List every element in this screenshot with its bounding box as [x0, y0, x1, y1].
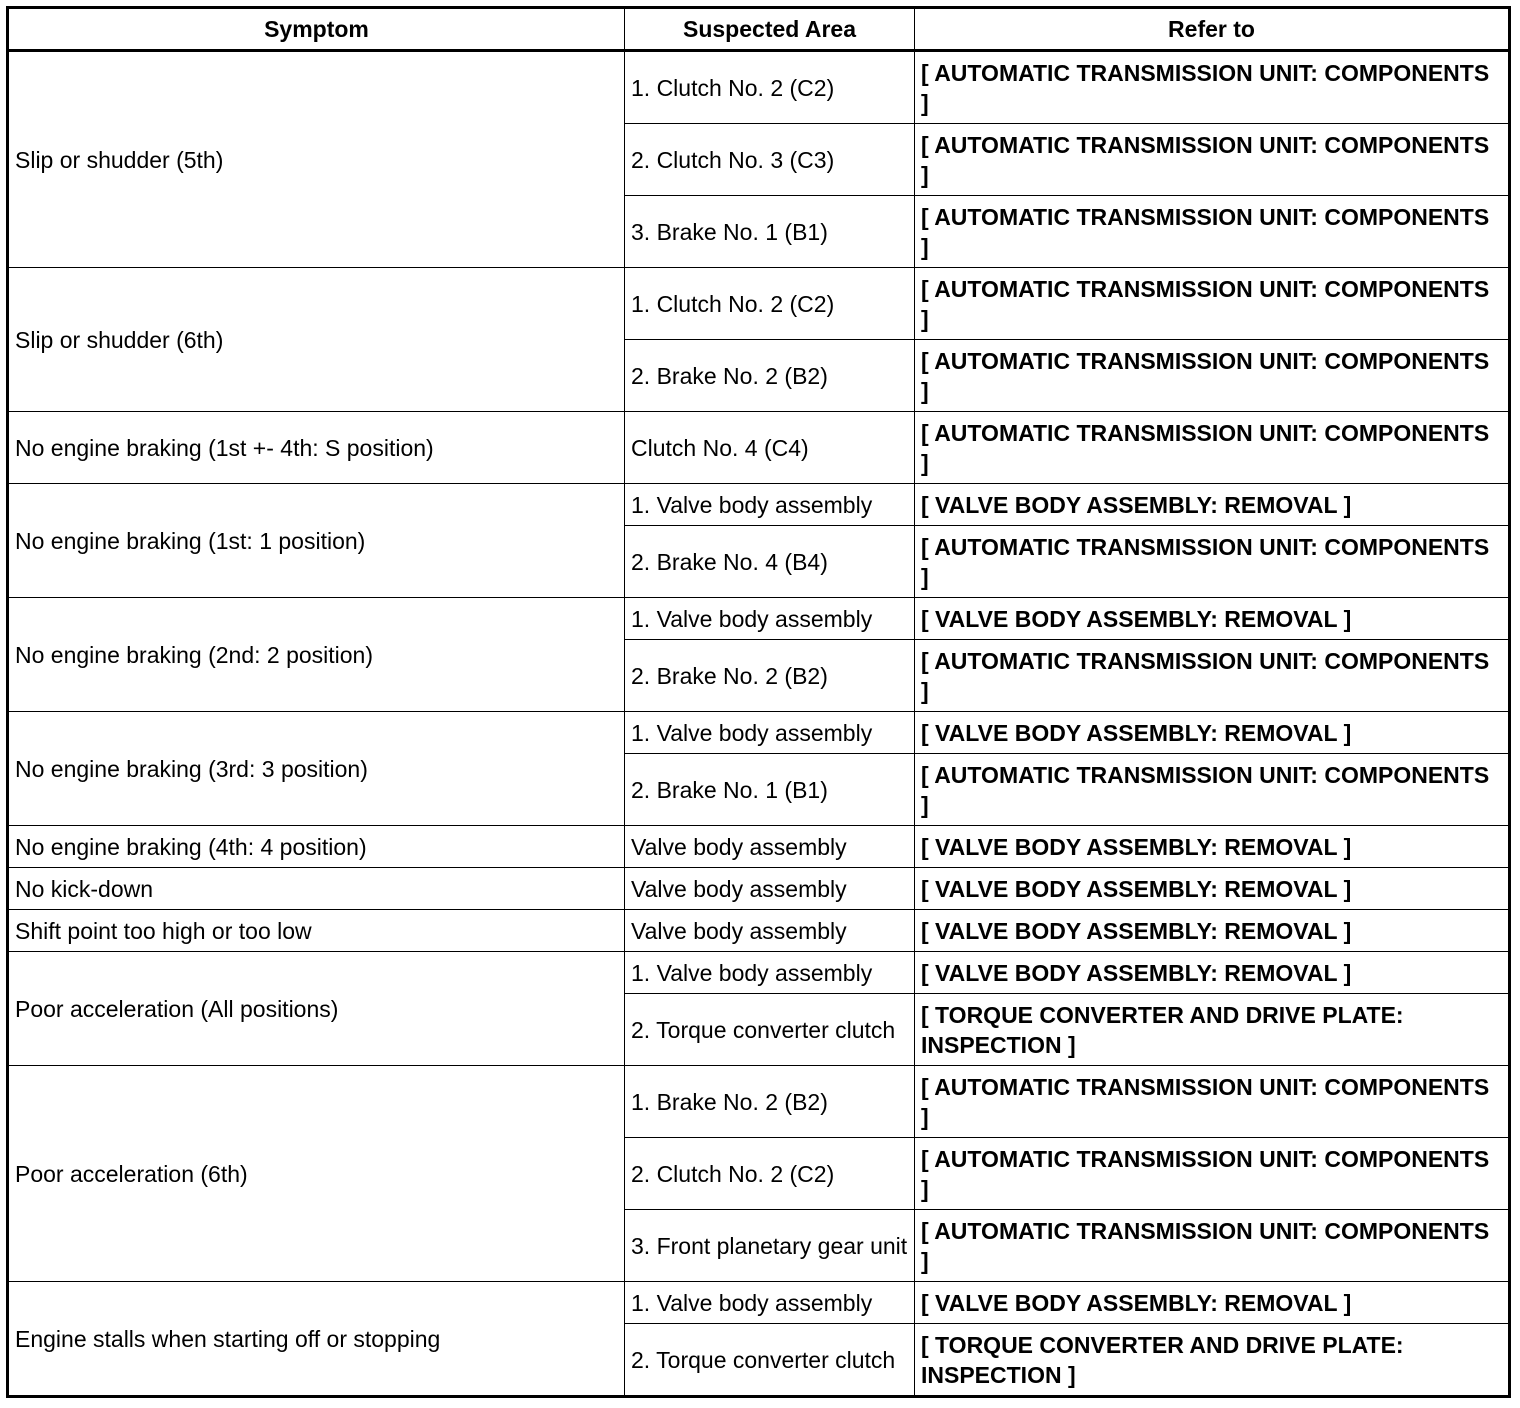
troubleshooting-table: [6, 6, 1511, 1398]
header-refer-to: Refer to: [915, 8, 1510, 51]
suspected-area-cell: 2. Torque converter clutch: [625, 1324, 915, 1397]
suspected-area-cell: 2. Brake No. 2 (B2): [625, 640, 915, 712]
refer-to-cell: [ VALVE BODY ASSEMBLY: REMOVAL ]: [915, 484, 1510, 526]
symptom-cell: Slip or shudder (5th): [8, 51, 625, 268]
table-row: [8, 484, 1510, 526]
suspected-area-cell: 2. Torque converter clutch: [625, 994, 915, 1066]
table-row: [8, 712, 1510, 754]
refer-to-cell: [ TORQUE CONVERTER AND DRIVE PLATE: INSPECTION ]: [915, 1324, 1510, 1397]
symptom-cell: No engine braking (3rd: 3 position): [8, 712, 625, 826]
refer-to-cell: [ AUTOMATIC TRANSMISSION UNIT: COMPONENTS ]: [915, 268, 1510, 340]
suspected-area-cell: 2. Clutch No. 3 (C3): [625, 124, 915, 196]
header-suspected-area: Suspected Area: [625, 8, 915, 51]
suspected-area-cell: 1. Valve body assembly: [625, 712, 915, 754]
suspected-area-cell: 2. Clutch No. 2 (C2): [625, 1138, 915, 1210]
refer-to-cell: [ VALVE BODY ASSEMBLY: REMOVAL ]: [915, 712, 1510, 754]
refer-to-cell: [ AUTOMATIC TRANSMISSION UNIT: COMPONENTS ]: [915, 640, 1510, 712]
refer-to-cell: [ TORQUE CONVERTER AND DRIVE PLATE: INSPECTION ]: [915, 994, 1510, 1066]
refer-to-cell: [ AUTOMATIC TRANSMISSION UNIT: COMPONENTS ]: [915, 526, 1510, 598]
symptom-cell: Poor acceleration (All positions): [8, 952, 625, 1066]
table-row: [8, 910, 1510, 952]
refer-to-cell: [ AUTOMATIC TRANSMISSION UNIT: COMPONENTS ]: [915, 1066, 1510, 1138]
symptom-cell: No engine braking (1st +- 4th: S position): [8, 412, 625, 484]
refer-to-cell: [ VALVE BODY ASSEMBLY: REMOVAL ]: [915, 868, 1510, 910]
symptom-cell: No engine braking (1st: 1 position): [8, 484, 625, 598]
suspected-area-cell: 1. Valve body assembly: [625, 1282, 915, 1324]
table-row: [8, 1282, 1510, 1324]
symptom-cell: Shift point too high or too low: [8, 910, 625, 952]
symptom-cell: Slip or shudder (6th): [8, 268, 625, 412]
table-row: [8, 412, 1510, 484]
header-symptom: Symptom: [8, 8, 625, 51]
refer-to-cell: [ AUTOMATIC TRANSMISSION UNIT: COMPONENTS ]: [915, 412, 1510, 484]
suspected-area-cell: 2. Brake No. 2 (B2): [625, 340, 915, 412]
refer-to-cell: [ AUTOMATIC TRANSMISSION UNIT: COMPONENTS ]: [915, 124, 1510, 196]
suspected-area-cell: 1. Valve body assembly: [625, 598, 915, 640]
suspected-area-cell: 1. Valve body assembly: [625, 484, 915, 526]
suspected-area-cell: Clutch No. 4 (C4): [625, 412, 915, 484]
symptom-cell: No engine braking (4th: 4 position): [8, 826, 625, 868]
table-row: [8, 826, 1510, 868]
suspected-area-cell: Valve body assembly: [625, 910, 915, 952]
symptom-cell: Poor acceleration (6th): [8, 1066, 625, 1282]
symptom-cell: Engine stalls when starting off or stopping: [8, 1282, 625, 1397]
table-row: [8, 952, 1510, 994]
suspected-area-cell: 2. Brake No. 1 (B1): [625, 754, 915, 826]
suspected-area-cell: 3. Brake No. 1 (B1): [625, 196, 915, 268]
table-row: [8, 51, 1510, 124]
refer-to-cell: [ AUTOMATIC TRANSMISSION UNIT: COMPONENTS ]: [915, 1138, 1510, 1210]
refer-to-cell: [ AUTOMATIC TRANSMISSION UNIT: COMPONENTS ]: [915, 754, 1510, 826]
refer-to-cell: [ VALVE BODY ASSEMBLY: REMOVAL ]: [915, 598, 1510, 640]
refer-to-cell: [ VALVE BODY ASSEMBLY: REMOVAL ]: [915, 910, 1510, 952]
suspected-area-cell: 2. Brake No. 4 (B4): [625, 526, 915, 598]
symptom-cell: No engine braking (2nd: 2 position): [8, 598, 625, 712]
symptom-cell: No kick-down: [8, 868, 625, 910]
table-row: [8, 1066, 1510, 1138]
suspected-area-cell: 3. Front planetary gear unit: [625, 1210, 915, 1282]
suspected-area-cell: 1. Clutch No. 2 (C2): [625, 51, 915, 124]
refer-to-cell: [ VALVE BODY ASSEMBLY: REMOVAL ]: [915, 1282, 1510, 1324]
refer-to-cell: [ AUTOMATIC TRANSMISSION UNIT: COMPONENTS ]: [915, 196, 1510, 268]
refer-to-cell: [ AUTOMATIC TRANSMISSION UNIT: COMPONENTS ]: [915, 340, 1510, 412]
refer-to-cell: [ VALVE BODY ASSEMBLY: REMOVAL ]: [915, 826, 1510, 868]
refer-to-cell: [ AUTOMATIC TRANSMISSION UNIT: COMPONENTS ]: [915, 1210, 1510, 1282]
suspected-area-cell: Valve body assembly: [625, 868, 915, 910]
suspected-area-cell: Valve body assembly: [625, 826, 915, 868]
header-row: [8, 8, 1510, 51]
table-row: [8, 268, 1510, 340]
suspected-area-cell: 1. Clutch No. 2 (C2): [625, 268, 915, 340]
table-row: [8, 598, 1510, 640]
suspected-area-cell: 1. Valve body assembly: [625, 952, 915, 994]
table-row: [8, 868, 1510, 910]
suspected-area-cell: 1. Brake No. 2 (B2): [625, 1066, 915, 1138]
refer-to-cell: [ VALVE BODY ASSEMBLY: REMOVAL ]: [915, 952, 1510, 994]
table-body: [8, 51, 1510, 1397]
refer-to-cell: [ AUTOMATIC TRANSMISSION UNIT: COMPONENTS ]: [915, 51, 1510, 124]
